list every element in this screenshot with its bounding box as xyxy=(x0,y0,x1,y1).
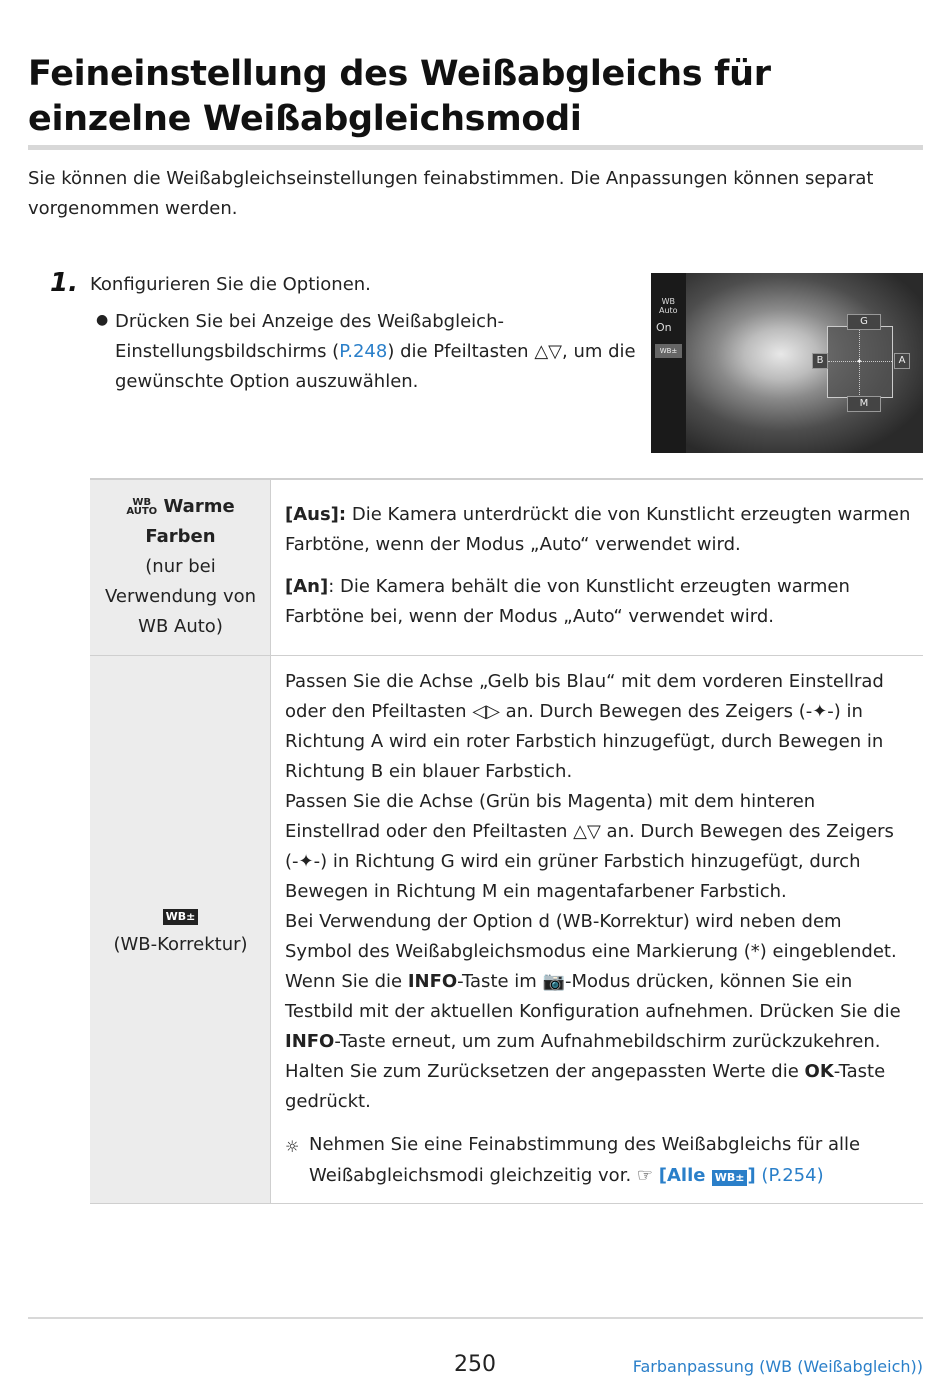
intro-text: Sie können die Weißabgleichseinstellungen feinabstimmen. Die Anpassungen können separat vorgenommen werden. xyxy=(28,168,874,219)
all-wb-link[interactable]: [Alle WB± ] xyxy=(658,1165,756,1186)
bullet-icon: ● xyxy=(96,312,109,328)
arrow-up-down-icon: △▽ xyxy=(534,341,562,362)
wb-correction-icon: WB± xyxy=(163,909,199,925)
pointer-icon: ✦ xyxy=(856,357,863,366)
wb-correction-description: Passen Sie die Achse „Gelb bis Blau“ mit dem vorderen Einstellrad oder den Pfeiltasten ◁▷ an. Durch Bewegen des Zeigers (-✦-) in Richtung A wird ein roter Farbstich hinzugefügt, durch Bewegen in Richtung B ein blauer Farbstich. Passen Sie die Achse (Grün bis Magenta) mit dem hinteren Einstellrad oder den Pfeiltasten △▽ an. Durch Bewegen des Zeigers (-✦-) in Richtung G wird ein grüner Farbstich hinzugefügt, durch Bewegen in Richtung M ein magentafarbener Farbstich. Bei Verwendung der Option d (WB-Korrektur) wird neben dem Symbol des Weißabgleichsmodus eine Markierung (*) eingeblendet. Wenn Sie die INFO-Taste im 📷-Modus drücken, können Sie ein Testbild mit der aktuellen Konfiguration aufnehmen. Drücken Sie die INFO-Taste erneut, um zum Aufnahmebildschirm zurückzukehren. Halten Sie zum Zurücksetzen der angepassten Werte die OK-Taste gedrückt. xyxy=(285,671,901,1112)
page-number: 250 xyxy=(454,1352,496,1377)
tip-note: ☼ Nehmen Sie eine Feinabstimmung des Weißabgleichs für alle Weißabgleichsmodi gleichzeitig vor. ☞ [Alle WB± ] (P.254) xyxy=(285,1129,913,1191)
table-bottom-rule xyxy=(90,1203,923,1204)
wb-grid xyxy=(827,326,893,398)
page-link-248[interactable]: P.248 xyxy=(339,341,388,362)
grid-label-g: G xyxy=(847,314,881,330)
page-link-254[interactable]: (P.254) xyxy=(755,1165,824,1186)
grid-label-b: B xyxy=(812,353,828,369)
camera-sidebar xyxy=(651,273,686,453)
table-row-divider xyxy=(90,655,923,656)
reference-hand-icon: ☞ xyxy=(636,1165,659,1186)
wb-correction-icon: WB± xyxy=(655,344,682,358)
step-number: 1. xyxy=(50,268,78,298)
step-bullet: Drücken Sie bei Anzeige des Weißabgleich-Einstellungsbildschirms (P.248) die Pfeiltasten △▽, um die gewünschte Option auszuwählen. xyxy=(115,311,636,392)
wb-correction-label: WB± (WB-Korrektur) xyxy=(113,910,248,955)
camera-screen-image xyxy=(651,273,923,453)
wb-auto-icon: WB Auto xyxy=(659,297,678,315)
warm-on-label: On xyxy=(656,321,672,334)
step-text: Konfigurieren Sie die Optionen. xyxy=(90,274,371,295)
warm-colors-label: WB AUTO Warme Farben (nur bei Verwendung von WB Auto) xyxy=(104,496,257,637)
grid-label-m: M xyxy=(847,396,881,412)
wb-correction-icon: WB± xyxy=(712,1170,748,1186)
grid-label-a: A xyxy=(894,353,910,369)
table-top-rule xyxy=(90,478,923,480)
warm-colors-description: [Aus]: Die Kamera unterdrückt die von Kunstlicht erzeugten warmen Farbtöne, wenn der Modus „Auto“ verwendet wird. [An]: Die Kamera behält die von Kunstlicht erzeugten warmen Farbtöne bei, wenn der Modus „Auto“ verwendet wird. xyxy=(285,504,911,627)
tip-icon: ☼ xyxy=(285,1137,300,1156)
title-divider xyxy=(28,145,923,150)
page-title: Feineinstellung des Weißabgleichs für einzelne Weißabgleichsmodi xyxy=(28,54,771,139)
camera-icon: 📷 xyxy=(542,971,565,992)
footer-divider xyxy=(28,1317,923,1319)
wb-auto-icon: WB AUTO xyxy=(126,497,158,517)
section-link[interactable]: Farbanpassung (WB (Weißabgleich)) xyxy=(632,1357,923,1376)
